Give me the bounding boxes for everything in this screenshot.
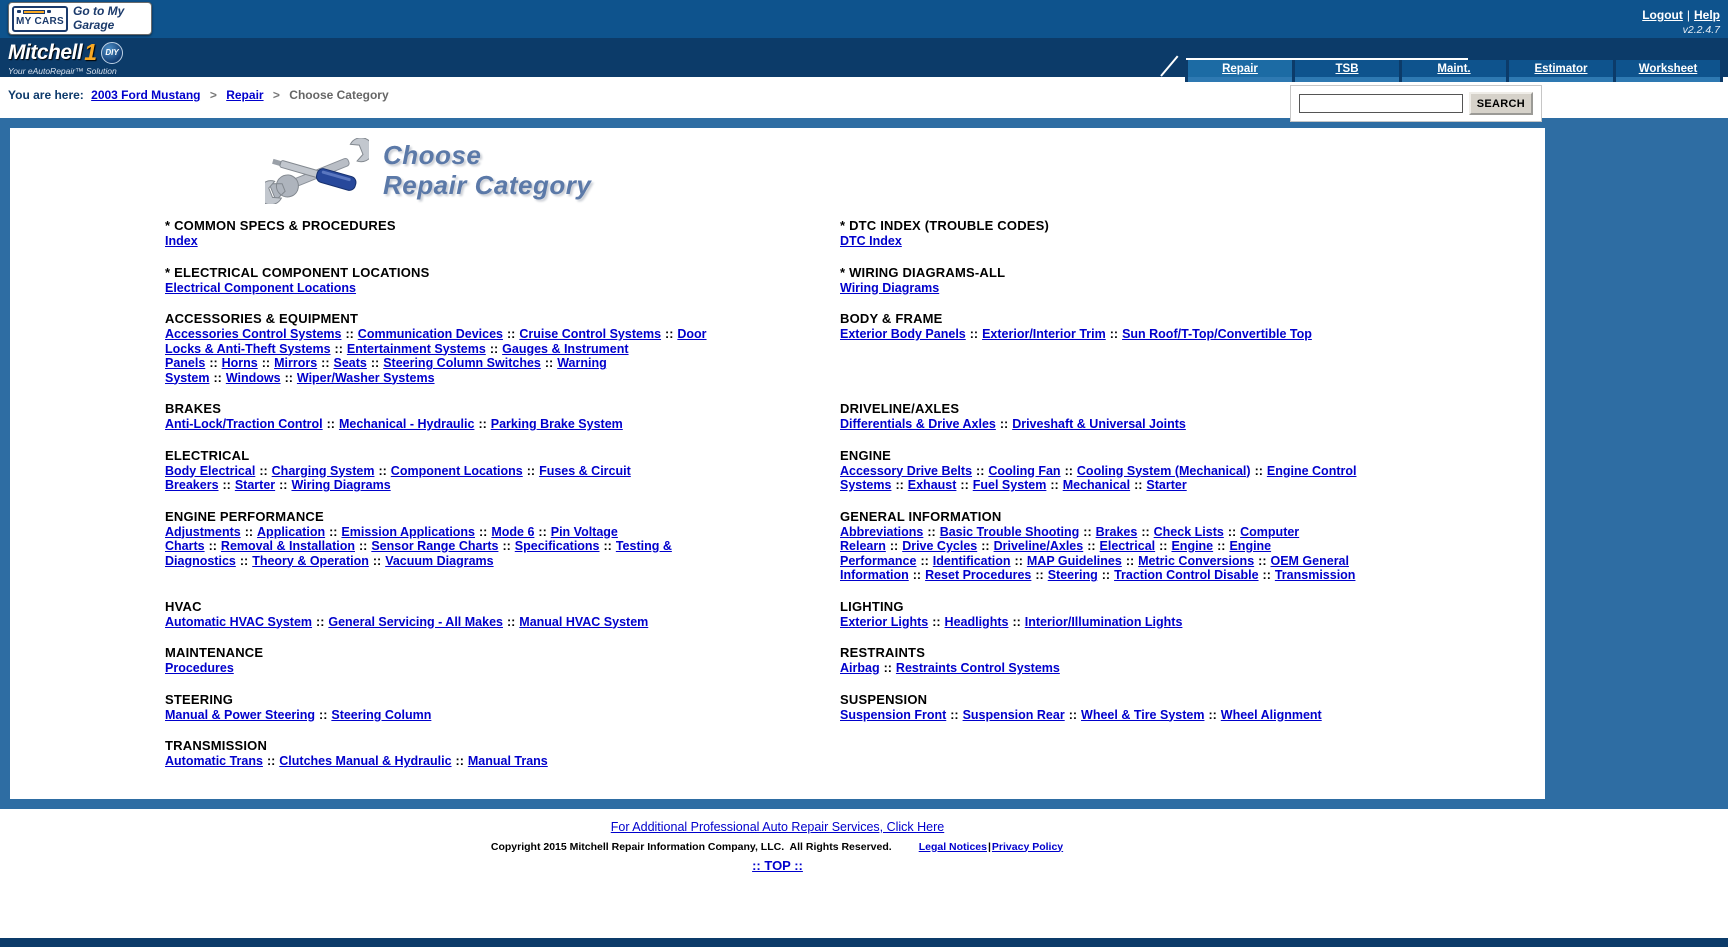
category-header: SUSPENSION (840, 691, 928, 707)
category-header: TRANSMISSION (165, 738, 268, 753)
category-section (165, 218, 715, 249)
category-link[interactable]: Identification (932, 553, 1011, 568)
diy-badge-icon: DIY (101, 42, 123, 64)
category-link[interactable]: Metric Conversions (1138, 553, 1255, 568)
category-section (840, 738, 1390, 769)
category-link[interactable]: Check Lists (1153, 524, 1224, 539)
link-separator: :: (208, 539, 217, 553)
link-separator: :: (1035, 568, 1044, 582)
link-separator: :: (544, 356, 554, 370)
link-separator: :: (239, 553, 249, 568)
category-section (840, 218, 1390, 249)
footer-divider: | (987, 840, 991, 853)
link-separator: :: (1134, 478, 1143, 492)
category-link[interactable]: Starter (234, 478, 276, 492)
brand-one: 1 (84, 39, 97, 65)
category-link[interactable]: Abbreviations (840, 524, 924, 539)
search-button[interactable]: SEARCH (1469, 92, 1533, 115)
category-section (165, 265, 715, 296)
link-separator: :: (1050, 478, 1059, 492)
category-header: BRAKES (165, 401, 222, 416)
link-separator: :: (358, 539, 368, 553)
category-table (10, 218, 1545, 785)
link-separator: :: (506, 614, 516, 629)
category-link[interactable]: Adjustments (165, 524, 241, 539)
category-section (165, 509, 715, 583)
category-link[interactable]: Interior/Illumination Lights (1024, 614, 1183, 629)
category-section (840, 599, 1390, 630)
link-separator: :: (372, 553, 382, 568)
link-separator: :: (279, 478, 288, 492)
link-separator: :: (1125, 553, 1135, 568)
category-link[interactable]: Application (257, 524, 326, 539)
category-link[interactable]: Component Locations (390, 463, 523, 478)
breadcrumb-repair-link[interactable]: Repair (226, 88, 264, 102)
category-section (840, 645, 1390, 676)
search-input[interactable] (1299, 94, 1463, 113)
category-header: ENGINE (840, 447, 892, 463)
category-link[interactable]: Index (165, 234, 198, 248)
legal-notices-link[interactable]: Legal Notices (918, 840, 987, 853)
category-section (840, 509, 1390, 583)
category-header: BODY & FRAME (840, 311, 943, 326)
link-separator: :: (920, 553, 929, 568)
category-section (840, 311, 1390, 385)
bottom-bar (0, 938, 1728, 947)
link-separator: :: (999, 417, 1009, 431)
logo-band (0, 38, 1728, 77)
link-separator: :: (506, 327, 516, 341)
category-link[interactable]: Basic Trouble Shooting (939, 524, 1080, 539)
link-separator: :: (1159, 539, 1168, 553)
link-separator: :: (927, 524, 936, 539)
category-link[interactable]: Drive Cycles (902, 539, 978, 553)
category-link[interactable]: Restraints Control Systems (895, 661, 1060, 675)
repair-tools-icon (265, 138, 369, 204)
category-link[interactable]: Accessories Control Systems (165, 327, 342, 341)
link-separator: :: (538, 524, 547, 539)
category-header: ACCESSORIES & EQUIPMENT (165, 311, 359, 326)
link-separator: :: (502, 539, 511, 553)
category-section (165, 692, 715, 723)
category-link[interactable]: Headlights (944, 614, 1009, 629)
category-link[interactable]: Wiring Diagrams (291, 478, 391, 492)
category-link[interactable]: Electrical (1099, 539, 1156, 553)
link-separator: :: (455, 754, 464, 768)
category-link[interactable]: Exterior Body Panels (840, 327, 966, 341)
category-link[interactable]: MAP Guidelines (1026, 553, 1122, 568)
category-link[interactable]: Vacuum Diagrams (385, 553, 494, 568)
category-header: STEERING (165, 691, 234, 707)
link-separator: :: (1141, 524, 1150, 539)
tab-maint[interactable]: Maint. (1402, 60, 1506, 82)
category-link[interactable]: Transmission (1274, 568, 1356, 582)
link-separator: :: (932, 614, 941, 629)
category-header: * ELECTRICAL COMPONENT LOCATIONS (165, 264, 430, 280)
category-link[interactable]: General Servicing - All Makes (328, 614, 503, 629)
category-link[interactable]: Starter (1146, 478, 1187, 492)
link-separator: :: (1014, 553, 1023, 568)
category-link[interactable]: Emission Applications (341, 524, 476, 539)
category-link[interactable]: Sun Roof/T-Top/Convertible Top (1122, 327, 1312, 341)
category-link[interactable]: Engine Control Systems (840, 463, 1357, 492)
link-separator: :: (1254, 463, 1263, 478)
category-header: ENGINE PERFORMANCE (165, 508, 324, 524)
category-link[interactable]: Mechanical (1062, 478, 1131, 492)
link-separator: :: (1064, 463, 1073, 478)
category-link[interactable]: OEM General Information (840, 553, 1349, 582)
link-separator: :: (319, 707, 328, 722)
category-header: DRIVELINE/AXLES (840, 401, 960, 416)
category-link[interactable]: Fuses & Circuit Breakers (165, 463, 631, 492)
category-header: * COMMON SPECS & PROCEDURES (165, 218, 396, 233)
category-section (840, 401, 1390, 432)
brand-tagline: Your eAutoRepair™ Solution (8, 66, 117, 76)
category-link[interactable]: Exterior/Interior Trim (982, 327, 1106, 341)
category-link[interactable]: Computer Relearn (840, 524, 1300, 553)
brand-name: Mitchell (8, 40, 83, 64)
breadcrumb-label: You are here: (8, 88, 84, 102)
category-link[interactable]: Manual Trans (467, 754, 548, 768)
category-link[interactable]: Seats (333, 356, 367, 370)
link-separator: :: (603, 539, 612, 553)
footer (0, 809, 1728, 938)
category-link[interactable]: Suspension Rear (962, 707, 1065, 722)
link-separator: :: (950, 707, 959, 722)
category-link[interactable]: Mode 6 (491, 524, 535, 539)
category-link[interactable]: Driveline/Axles (993, 539, 1084, 553)
link-separator: :: (259, 463, 268, 478)
link-separator: :: (526, 463, 536, 478)
category-link[interactable]: Communication Devices (357, 327, 503, 341)
link-separator: :: (1012, 614, 1021, 629)
top-bar (0, 0, 1728, 38)
link-separator: :: (969, 327, 979, 341)
category-link[interactable]: Suspension Front (840, 707, 947, 722)
link-separator: :: (1208, 707, 1217, 722)
additional-services-link[interactable]: For Additional Professional Auto Repair Services, Click Here (610, 819, 945, 834)
category-link[interactable]: Steering (1047, 568, 1098, 582)
breadcrumb-separator: > (209, 88, 217, 102)
category-link[interactable]: Exhaust (907, 478, 957, 492)
category-link[interactable]: Sensor Range Charts (371, 539, 499, 553)
category-link[interactable]: Steering Column (331, 707, 432, 722)
category-section (165, 448, 715, 493)
category-header: ELECTRICAL (165, 447, 250, 463)
category-link[interactable]: Driveshaft & Universal Joints (1012, 417, 1186, 431)
category-header: LIGHTING (840, 598, 904, 614)
category-section (840, 265, 1390, 296)
category-link[interactable]: Parking Brake System (490, 417, 623, 431)
breadcrumb-current: Choose Category (289, 88, 389, 102)
link-separator: :: (960, 478, 969, 492)
category-link[interactable]: Wiring Diagrams (840, 280, 940, 295)
link-separator: :: (378, 463, 387, 478)
link-separator: :: (1083, 524, 1092, 539)
category-link[interactable]: Manual HVAC System (519, 614, 649, 629)
link-separator: :: (479, 524, 488, 539)
go-to-my-garage-button[interactable] (8, 2, 152, 35)
category-link[interactable]: Engine (1171, 539, 1214, 553)
link-separator: :: (345, 327, 354, 341)
link-separator: :: (895, 478, 904, 492)
category-link[interactable]: Theory & Operation (252, 553, 369, 568)
search-area (1290, 85, 1542, 122)
logout-link[interactable]: Logout (1642, 8, 1683, 22)
category-link[interactable]: Wheel & Tire System (1081, 707, 1205, 722)
category-link[interactable]: Mechanical - Hydraulic (338, 417, 475, 431)
privacy-policy-link[interactable]: Privacy Policy (991, 840, 1064, 853)
link-separator: :: (321, 356, 330, 370)
link-separator: :: (1217, 539, 1226, 553)
plate-decoration (14, 8, 66, 16)
category-link[interactable]: Windows (225, 370, 281, 385)
category-link[interactable]: Body Electrical (165, 463, 256, 478)
category-link[interactable]: Automatic Trans (165, 754, 263, 768)
link-separator: :: (478, 417, 487, 431)
link-separator: :: (326, 417, 335, 431)
category-link[interactable]: Engine Performance (840, 539, 1272, 568)
link-separator: :: (981, 539, 990, 553)
link-separator: :: (1068, 707, 1078, 722)
link-separator: :: (316, 614, 325, 629)
breadcrumb-bar (0, 77, 1728, 118)
category-link[interactable]: Exterior Lights (840, 614, 929, 629)
category-link[interactable]: Removal & Installation (220, 539, 355, 553)
category-section (165, 401, 715, 432)
category-link[interactable]: Accessory Drive Belts (840, 463, 973, 478)
category-link[interactable]: Procedures (165, 661, 234, 675)
help-link[interactable]: Help (1693, 8, 1720, 22)
page-title-line2: Repair Category (383, 170, 592, 200)
category-link[interactable]: Charging System (271, 463, 375, 478)
link-separator: :: (1109, 327, 1119, 341)
link-separator: :: (213, 370, 222, 385)
category-link[interactable]: Gauges & Instrument Panels (165, 341, 629, 370)
category-section (165, 311, 715, 385)
category-link[interactable]: Clutches Manual & Hydraulic (279, 754, 452, 768)
top-link[interactable]: :: TOP :: (752, 857, 803, 873)
my-cars-label: MY CARS (15, 15, 65, 27)
category-link[interactable]: Reset Procedures (925, 568, 1032, 582)
category-section (165, 599, 715, 630)
link-separator: :: (370, 356, 380, 370)
category-link[interactable]: Cooling System (Mechanical) (1076, 463, 1251, 478)
tab-worksheet[interactable]: Worksheet (1616, 60, 1720, 82)
category-link[interactable]: Manual & Power Steering (165, 707, 316, 722)
category-link[interactable]: DTC Index (840, 234, 902, 248)
link-separator: :: (284, 370, 293, 385)
tab-estimator[interactable]: Estimator (1509, 60, 1613, 82)
link-separator: :: (883, 661, 892, 675)
tab-tsb[interactable]: TSB (1295, 60, 1399, 82)
link-separator: :: (1262, 568, 1271, 582)
mitchell1-logo (8, 38, 123, 76)
link-separator: :: (489, 341, 499, 356)
page-title-line1: Choose (383, 140, 482, 170)
category-link[interactable]: Wheel Alignment (1220, 707, 1322, 722)
link-separator: :: (261, 356, 271, 370)
category-header: GENERAL INFORMATION (840, 508, 1002, 524)
category-section (165, 645, 715, 676)
link-separator: :: (665, 327, 674, 341)
category-section (840, 692, 1390, 723)
category-section (165, 738, 715, 769)
page-title (383, 138, 591, 200)
category-header: * WIRING DIAGRAMS-ALL (840, 264, 1006, 280)
content-card (10, 128, 1545, 799)
version-label: v2.2.4.7 (1682, 24, 1720, 36)
nav-tabs (1185, 60, 1723, 82)
my-cars-plate-icon (12, 6, 68, 32)
breadcrumb-vehicle-link[interactable]: 2003 Ford Mustang (91, 88, 201, 102)
category-link[interactable]: Automatic HVAC System (165, 614, 313, 629)
link-separator: :: (266, 754, 276, 768)
category-link[interactable]: Cruise Control Systems (519, 327, 662, 341)
category-link[interactable]: Horns (221, 356, 258, 370)
category-link[interactable]: Wiper/Washer Systems (296, 370, 435, 385)
link-separator: :: (912, 568, 922, 582)
category-link[interactable]: Electrical Component Locations (165, 280, 357, 295)
link-separator: :: (889, 539, 899, 553)
link-separator: :: (1101, 568, 1111, 582)
link-separator: :: (329, 524, 338, 539)
category-section (840, 448, 1390, 493)
garage-label: Go to My Garage (73, 3, 125, 32)
copyright-text: Copyright 2015 Mitchell Repair Information Company, LLC. All Rights Reserved. (490, 840, 892, 853)
breadcrumb-separator: > (272, 88, 280, 102)
link-separator: :: (222, 478, 231, 492)
link-separator: :: (976, 463, 985, 478)
category-link[interactable]: Traction Control Disable (1114, 568, 1259, 582)
category-link[interactable]: Airbag (840, 661, 880, 675)
link-separator: :: (209, 356, 218, 370)
breadcrumb (8, 85, 389, 102)
category-link[interactable]: Warning System (165, 356, 607, 385)
category-link[interactable]: Mirrors (274, 356, 318, 370)
link-separator: :: (1227, 524, 1237, 539)
link-separator: :: (1258, 553, 1267, 568)
category-link[interactable]: Anti-Lock/Traction Control (165, 417, 323, 431)
link-separator: :: (1087, 539, 1096, 553)
category-link[interactable]: Cooling Fan (988, 463, 1061, 478)
category-link[interactable]: Pin Voltage Charts (165, 524, 618, 553)
category-link[interactable]: Specifications (514, 539, 600, 553)
category-link[interactable]: Steering Column Switches (383, 356, 541, 370)
category-header: MAINTENANCE (165, 645, 264, 660)
category-header: * DTC INDEX (TROUBLE CODES) (840, 218, 1050, 233)
category-link[interactable]: Fuel System (972, 478, 1047, 492)
category-header: RESTRAINTS (840, 645, 926, 660)
link-separator: :: (334, 341, 343, 356)
link-divider: | (1686, 8, 1690, 22)
main-area (0, 118, 1728, 809)
category-link[interactable]: Testing & Diagnostics (165, 539, 672, 568)
category-link[interactable]: Door Locks & Anti-Theft Systems (165, 327, 707, 356)
category-link[interactable]: Differentials & Drive Axles (840, 417, 996, 431)
link-separator: :: (244, 524, 254, 539)
tab-repair[interactable]: Repair (1188, 60, 1292, 82)
tab-diagonal-line (1160, 55, 1178, 76)
category-link[interactable]: Entertainment Systems (346, 341, 486, 356)
category-header: HVAC (165, 598, 202, 614)
category-link[interactable]: Brakes (1095, 524, 1138, 539)
